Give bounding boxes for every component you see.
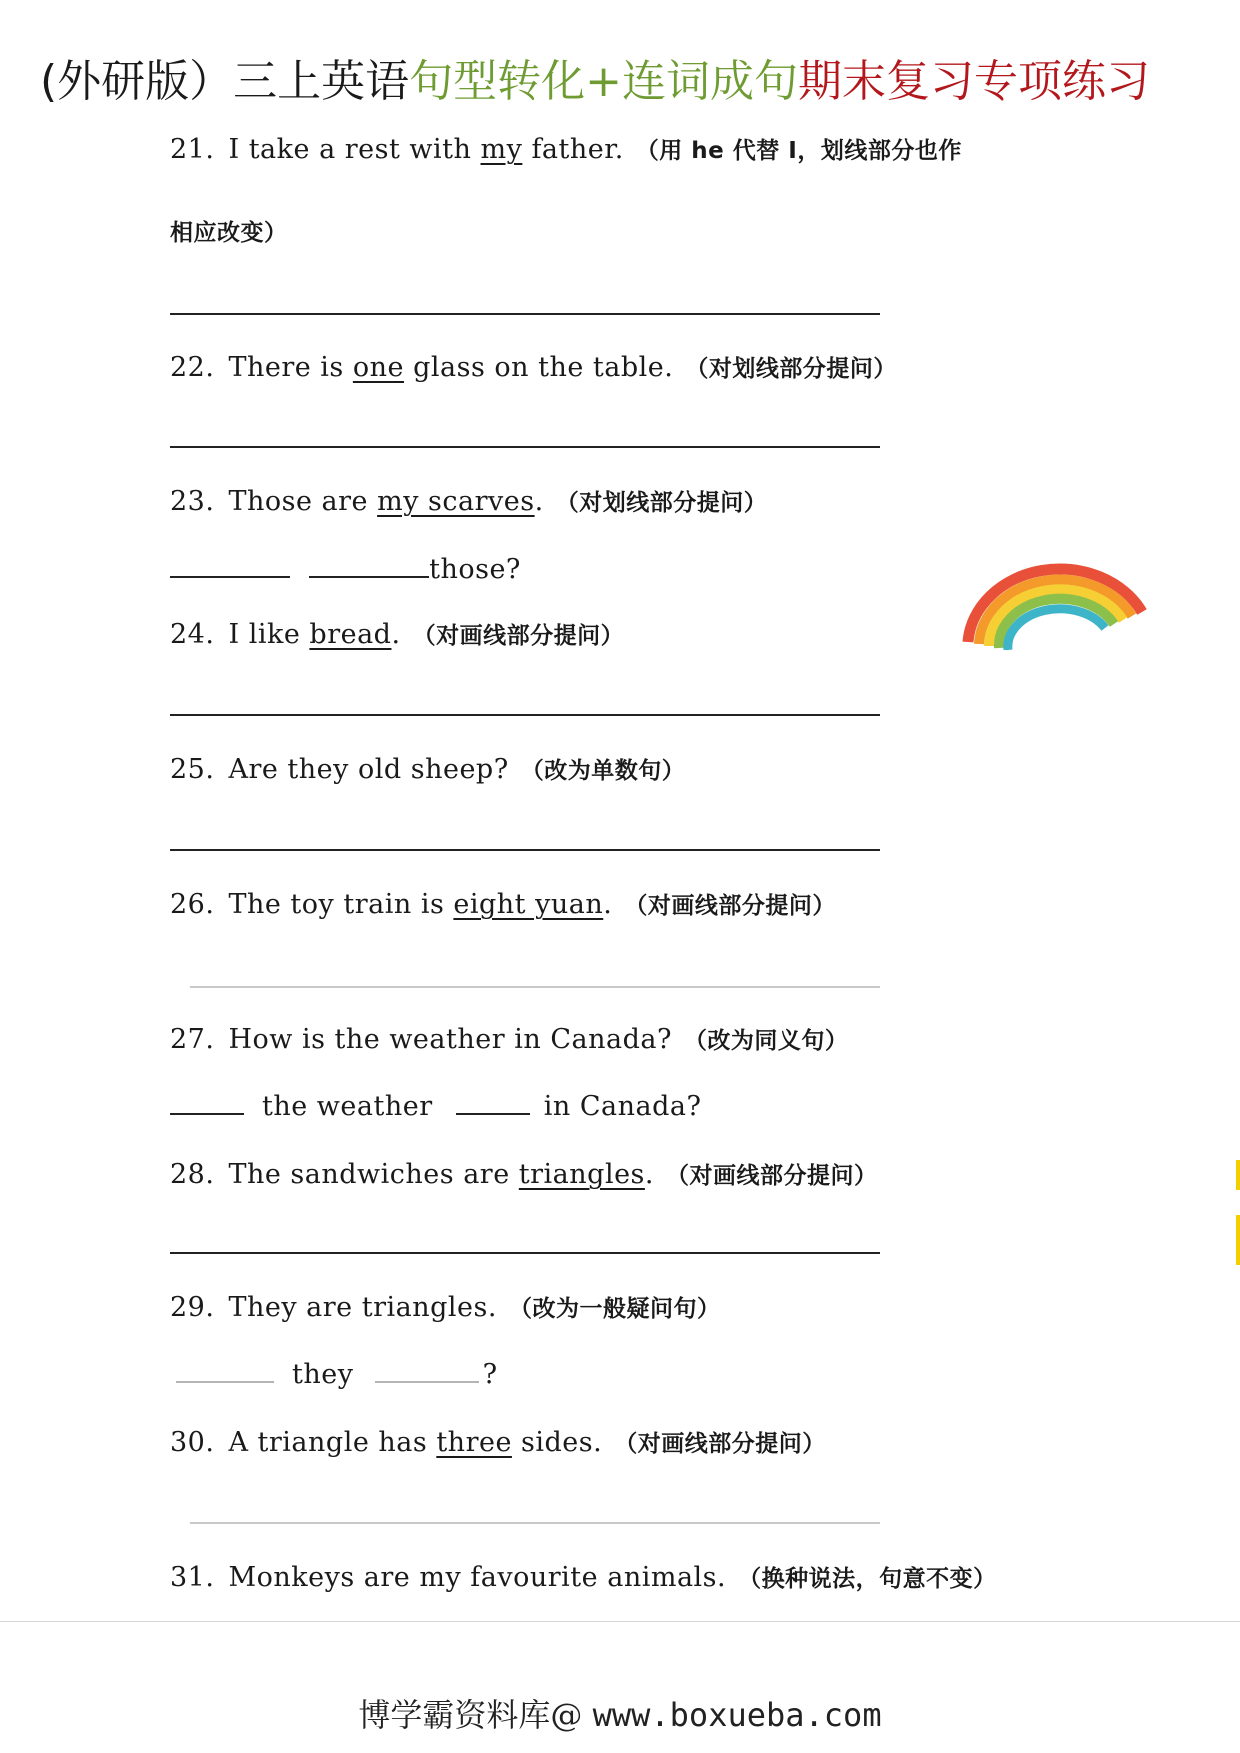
question-24: 24. I like bread. （对画线部分提问） [170, 619, 625, 650]
blank-input[interactable] [456, 1089, 530, 1115]
footer-watermark [0, 1690, 1240, 1736]
rainbow-icon [960, 540, 1150, 650]
title-prefix: (外研版）三上英语 [40, 56, 410, 107]
title-suffix: 期末复习专项练习 [798, 56, 1151, 107]
question-21-instruction-cont: 相应改变） [170, 220, 288, 246]
edge-marker [1236, 1160, 1240, 1190]
blank-input[interactable] [375, 1357, 479, 1383]
question-instruction: （改为一般疑问句） [508, 1296, 721, 1322]
question-instruction: （对画线部分提问） [666, 1163, 878, 1189]
question-29: 29. They are triangles. （改为一般疑问句） [170, 1292, 721, 1323]
footer-url[interactable]: www.boxueba.com [592, 1696, 882, 1734]
title-topic: 句型转化+连词成句 [409, 56, 799, 107]
blank-input[interactable] [170, 552, 290, 578]
answer-line-21[interactable] [170, 313, 880, 315]
footer-site-name: 博学霸资料库 [358, 1696, 551, 1734]
answer-line-30[interactable] [190, 1522, 880, 1524]
question-instruction: （对画线部分提问） [614, 1431, 826, 1457]
question-instruction: （对划线部分提问） [685, 356, 897, 382]
question-25: 25. Are they old sheep? （改为单数句） [170, 754, 686, 785]
question-instruction: （用 he 代替 I，划线部分也作 [635, 138, 962, 164]
question-28: 28. The sandwiches are triangles. （对画线部分提问） [170, 1159, 878, 1190]
question-instruction: （改为同义句） [683, 1028, 849, 1054]
question-21: 21. I take a rest with my father. （用 he 代替 I，划线部分也作 [170, 134, 962, 165]
answer-line-28[interactable] [170, 1252, 880, 1254]
question-30: 30. A triangle has three sides. （对画线部分提问） [170, 1427, 826, 1458]
page-title [40, 52, 1220, 112]
edge-marker [1236, 1215, 1240, 1265]
answer-line-24[interactable] [170, 714, 880, 716]
question-23-fill: those? [170, 550, 521, 590]
blank-input[interactable] [176, 1357, 274, 1383]
blank-input[interactable] [170, 1089, 244, 1115]
question-27-fill: the weather in Canada? [170, 1087, 701, 1127]
blank-input[interactable] [309, 552, 429, 578]
question-26: 26. The toy train is eight yuan. （对画线部分提问） [170, 889, 836, 920]
question-instruction: （对画线部分提问） [412, 623, 625, 649]
question-instruction: （对画线部分提问） [624, 893, 836, 919]
question-instruction: （改为单数句） [520, 758, 686, 784]
question-instruction: （换种说法，句意不变） [738, 1566, 997, 1592]
question-29-fill: they ? [176, 1355, 498, 1395]
footer-at: @ [550, 1696, 583, 1734]
answer-line-22[interactable] [170, 446, 880, 448]
footer-divider [0, 1621, 1240, 1622]
question-instruction: （对划线部分提问） [555, 490, 768, 516]
question-31: 31. Monkeys are my favourite animals. （换种说法，句意不变） [170, 1562, 997, 1593]
question-22: 22. There is one glass on the table. （对划线部分提问） [170, 352, 897, 383]
answer-line-26[interactable] [190, 986, 880, 988]
question-23: 23. Those are my scarves. （对划线部分提问） [170, 486, 768, 517]
answer-line-25[interactable] [170, 849, 880, 851]
question-27: 27. How is the weather in Canada? （改为同义句） [170, 1024, 849, 1055]
